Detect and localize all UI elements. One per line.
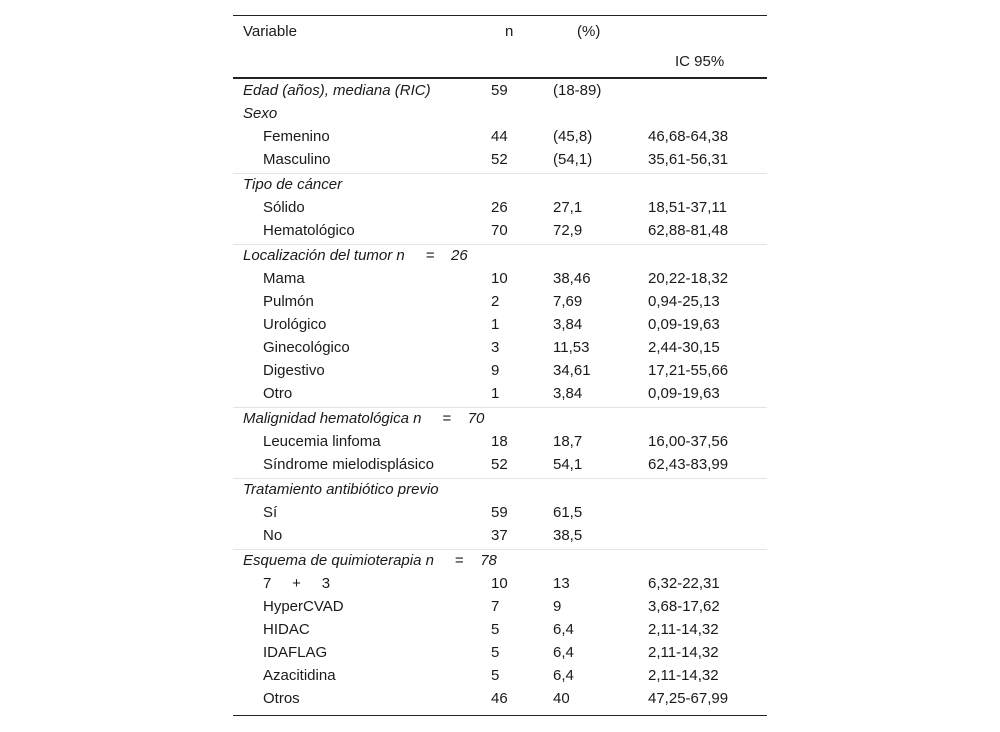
cell-pct: (45,8) [553,128,593,145]
header-ci: IC 95% [675,53,725,70]
row-label: Azacitidina [263,667,336,684]
cell-ci: 20,22-18,32 [648,270,729,287]
category-label: Malignidad hematológica n = 70 [243,410,485,427]
cell-pct: 61,5 [553,504,583,521]
header-pct: (%) [577,23,601,40]
cell-pct: 72,9 [553,222,583,239]
header-variable: Variable [243,23,297,40]
row-label: Ginecológico [263,339,350,356]
cell-n: 10 [491,270,508,287]
cell-pct: 40 [553,690,570,707]
cell-pct: 27,1 [553,199,583,216]
row-label: IDAFLAG [263,644,328,661]
cell-ci: 16,00-37,56 [648,433,729,450]
group-separator [233,407,767,408]
cell-pct: 3,84 [553,385,583,402]
cell-n: 3 [491,339,500,356]
cell-n: 59 [491,82,508,99]
row-label: HIDAC [263,621,310,638]
cell-pct: 6,4 [553,621,574,638]
row-label: HyperCVAD [263,598,344,615]
cell-n: 26 [491,199,508,216]
cell-n: 5 [491,621,500,638]
category-label: Edad (años), mediana (RIC) [243,82,431,99]
row-label: No [263,527,283,544]
group-separator [233,244,767,245]
header-rule [233,77,767,79]
cell-n: 2 [491,293,500,310]
cell-pct: 7,69 [553,293,583,310]
cell-ci: 17,21-55,66 [648,362,729,379]
cell-pct: 6,4 [553,644,574,661]
cell-pct: 18,7 [553,433,583,450]
row-label: Sólido [263,199,305,216]
row-label: Síndrome mielodisplásico [263,456,434,473]
row-label: Mama [263,270,305,287]
group-separator [233,173,767,174]
category-label: Tipo de cáncer [243,176,343,193]
cell-pct: 9 [553,598,562,615]
row-label: 7 + 3 [263,575,331,592]
row-label: Urológico [263,316,327,333]
cell-n: 18 [491,433,508,450]
cell-n: 10 [491,575,508,592]
row-label: Masculino [263,151,331,168]
cell-n: 5 [491,667,500,684]
cell-n: 52 [491,151,508,168]
cell-n: 5 [491,644,500,661]
cell-pct: 34,61 [553,362,591,379]
cell-pct: 3,84 [553,316,583,333]
cell-ci: 62,43-83,99 [648,456,729,473]
top-rule [233,15,767,16]
cell-ci: 2,44-30,15 [648,339,720,356]
row-label: Femenino [263,128,330,145]
cell-n: 37 [491,527,508,544]
cell-pct: 13 [553,575,570,592]
cell-ci: 6,32-22,31 [648,575,720,592]
cell-n: 1 [491,316,500,333]
cell-n: 46 [491,690,508,707]
cell-pct: 11,53 [553,339,590,356]
category-label: Localización del tumor n = 26 [243,247,468,264]
row-label: Sí [263,504,278,521]
cell-pct: 38,5 [553,527,583,544]
cell-ci: 35,61-56,31 [648,151,729,168]
cell-n: 7 [491,598,500,615]
cell-ci: 2,11-14,32 [648,644,719,661]
cell-ci: 3,68-17,62 [648,598,720,615]
category-label: Esquema de quimioterapia n = 78 [243,552,497,569]
cell-ci: 2,11-14,32 [648,621,719,638]
group-separator [233,549,767,550]
cell-ci: 18,51-37,11 [648,199,727,216]
cell-ci: 46,68-64,38 [648,128,729,145]
cell-pct: 6,4 [553,667,574,684]
cell-ci: 0,09-19,63 [648,385,720,402]
cell-n: 1 [491,385,500,402]
bottom-rule [233,715,767,716]
cell-ci: 62,88-81,48 [648,222,729,239]
cell-ci: 47,25-67,99 [648,690,729,707]
cell-n: 70 [491,222,508,239]
cell-n: 59 [491,504,508,521]
cell-pct: (54,1) [553,151,593,168]
cell-n: 52 [491,456,508,473]
cell-ci: 2,11-14,32 [648,667,719,684]
cell-ci: 0,94-25,13 [648,293,720,310]
row-label: Hematológico [263,222,355,239]
row-label: Otros [263,690,300,707]
group-separator [233,478,767,479]
category-label: Tratamiento antibiótico previo [243,481,439,498]
category-label: Sexo [243,105,278,122]
row-label: Pulmón [263,293,314,310]
header-n: n [505,23,514,40]
cell-n: 44 [491,128,508,145]
row-label: Leucemia linfoma [263,433,381,450]
cell-n: 9 [491,362,500,379]
row-label: Otro [263,385,293,402]
cell-ci: 0,09-19,63 [648,316,720,333]
row-label: Digestivo [263,362,325,379]
cell-pct: 54,1 [553,456,583,473]
cell-pct: (18-89) [553,82,602,99]
cell-pct: 38,46 [553,270,591,287]
